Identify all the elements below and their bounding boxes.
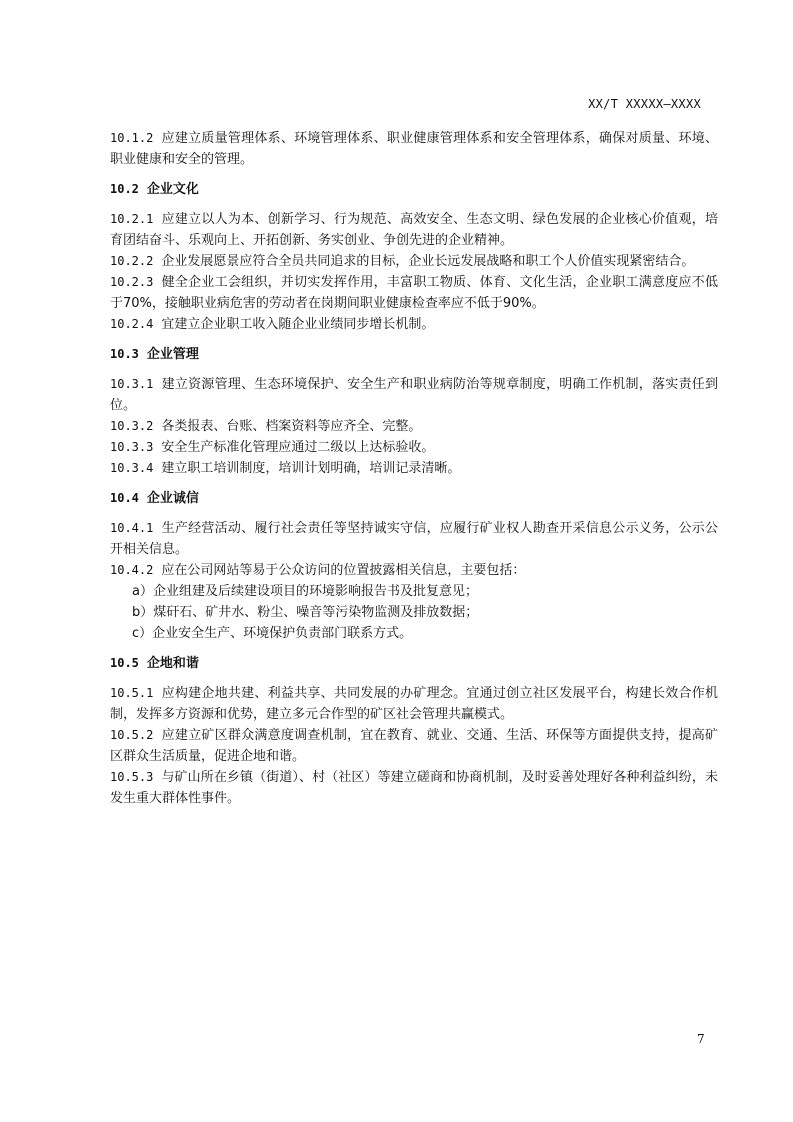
clause-number: 10.5.1 (110, 686, 154, 700)
clause-10-5-1 (110, 683, 718, 725)
clause-number: 10.2.2 (110, 254, 154, 268)
section-title: 企业诚信 (146, 491, 199, 506)
clause-text: 应建立以人为本、创新学习、行为规范、高效安全、生态文明、绿色发展的企业核心价值观，培育团结奋斗、乐观向上、开拓创新、务实创业、争创先进的企业精神。 (110, 212, 718, 248)
section-title: 企地和谐 (146, 656, 199, 671)
clause-10-3-3 (110, 437, 718, 458)
clause-10-4-1 (110, 518, 718, 560)
section-title: 企业文化 (146, 182, 199, 197)
clause-10-5-2 (110, 725, 718, 767)
clause-text: 生产经营活动、履行社会责任等坚持诚实守信，应履行矿业权人勘查开采信息公示义务，公示公开相关信息。 (110, 521, 718, 557)
clause-text: 与矿山所在乡镇（街道）、村（社区）等建立磋商和协商机制，及时妥善处理好各种利益纠纷，未发生重大群体性事件。 (110, 770, 718, 806)
clause-number: 10.4.2 (110, 563, 154, 577)
clause-text: 各类报表、台账、档案资料等应齐全、完整。 (161, 419, 422, 434)
clause-text: 安全生产标准化管理应通过二级以上达标验收。 (161, 440, 435, 455)
clause-text: 应建立质量管理体系、环境管理体系、职业健康管理体系和安全管理体系，确保对质量、环境、职业健康和安全的管理。 (110, 131, 718, 167)
section-number: 10.2 (110, 182, 139, 196)
clause-text: 宜建立企业职工收入随企业业绩同步增长机制。 (161, 317, 435, 332)
clause-10-1-2 (110, 128, 718, 170)
clause-number: 10.3.2 (110, 419, 154, 433)
clause-10-2-2 (110, 251, 718, 272)
clause-number: 10.3.4 (110, 461, 154, 475)
clause-10-2-4 (110, 314, 718, 335)
page-number: 7 (697, 1032, 705, 1046)
clause-number: 10.4.1 (110, 521, 154, 535)
section-number: 10.3 (110, 347, 139, 361)
clause-text: 应构建企地共建、利益共享、共同发展的办矿理念。宜通过创立社区发展平台，构建长效合作机制，发挥多方资源和优势，建立多元合作型的矿区社会管理共赢模式。 (110, 686, 718, 722)
clause-10-4-2 (110, 560, 718, 581)
clause-10-2-1 (110, 209, 718, 251)
clause-number: 10.3.1 (110, 377, 154, 391)
clause-text: 建立职工培训制度，培训计划明确，培训记录清晰。 (161, 461, 461, 476)
clause-number: 10.5.3 (110, 770, 154, 784)
clause-text: 应在公司网站等易于公众访问的位置披露相关信息，主要包括： (161, 563, 526, 578)
clause-number: 10.5.2 (110, 728, 154, 742)
clause-10-2-3 (110, 272, 718, 314)
section-heading-10-2 (110, 179, 718, 200)
clause-10-5-3 (110, 767, 718, 809)
section-number: 10.4 (110, 491, 139, 505)
document-body (110, 128, 718, 809)
clause-text: 健全企业工会组织，并切实发挥作用，丰富职工物质、体育、文化生活，企业职工满意度应不低于70%，接触职业病危害的劳动者在岗期间职业健康检查率应不低于90%。 (110, 275, 718, 311)
clause-number: 10.2.4 (110, 317, 154, 331)
section-heading-10-3 (110, 344, 718, 365)
clause-text: 应建立矿区群众满意度调查机制，宜在教育、就业、交通、生活、环保等方面提供支持，提高矿区群众生活质量，促进企地和谐。 (110, 728, 718, 764)
section-heading-10-5 (110, 653, 718, 674)
list-item-a: a）企业组建及后续建设项目的环境影响报告书及批复意见； (132, 584, 478, 599)
clause-10-3-4 (110, 458, 718, 479)
section-title: 企业管理 (146, 347, 199, 362)
section-number: 10.5 (110, 656, 139, 670)
list-item-b: b）煤矸石、矿井水、粉尘、噪音等污染物监测及排放数据； (132, 605, 479, 620)
clause-text: 企业发展愿景应符合全员共同追求的目标，企业长远发展战略和职工个人价值实现紧密结合。 (161, 254, 695, 269)
clause-number: 10.3.3 (110, 440, 154, 454)
clause-10-3-2 (110, 416, 718, 437)
clause-text: 建立资源管理、生态环境保护、安全生产和职业病防治等规章制度，明确工作机制，落实责任到位。 (110, 377, 718, 413)
document-code-header: XX/T XXXXX—XXXX (588, 97, 701, 111)
clause-10-3-1 (110, 374, 718, 416)
section-heading-10-4 (110, 488, 718, 509)
list-item-c: c）企业安全生产、环境保护负责部门联系方式。 (132, 626, 413, 641)
clause-number: 10.1.2 (110, 131, 154, 145)
clause-number: 10.2.1 (110, 212, 154, 226)
clause-number: 10.2.3 (110, 275, 154, 289)
